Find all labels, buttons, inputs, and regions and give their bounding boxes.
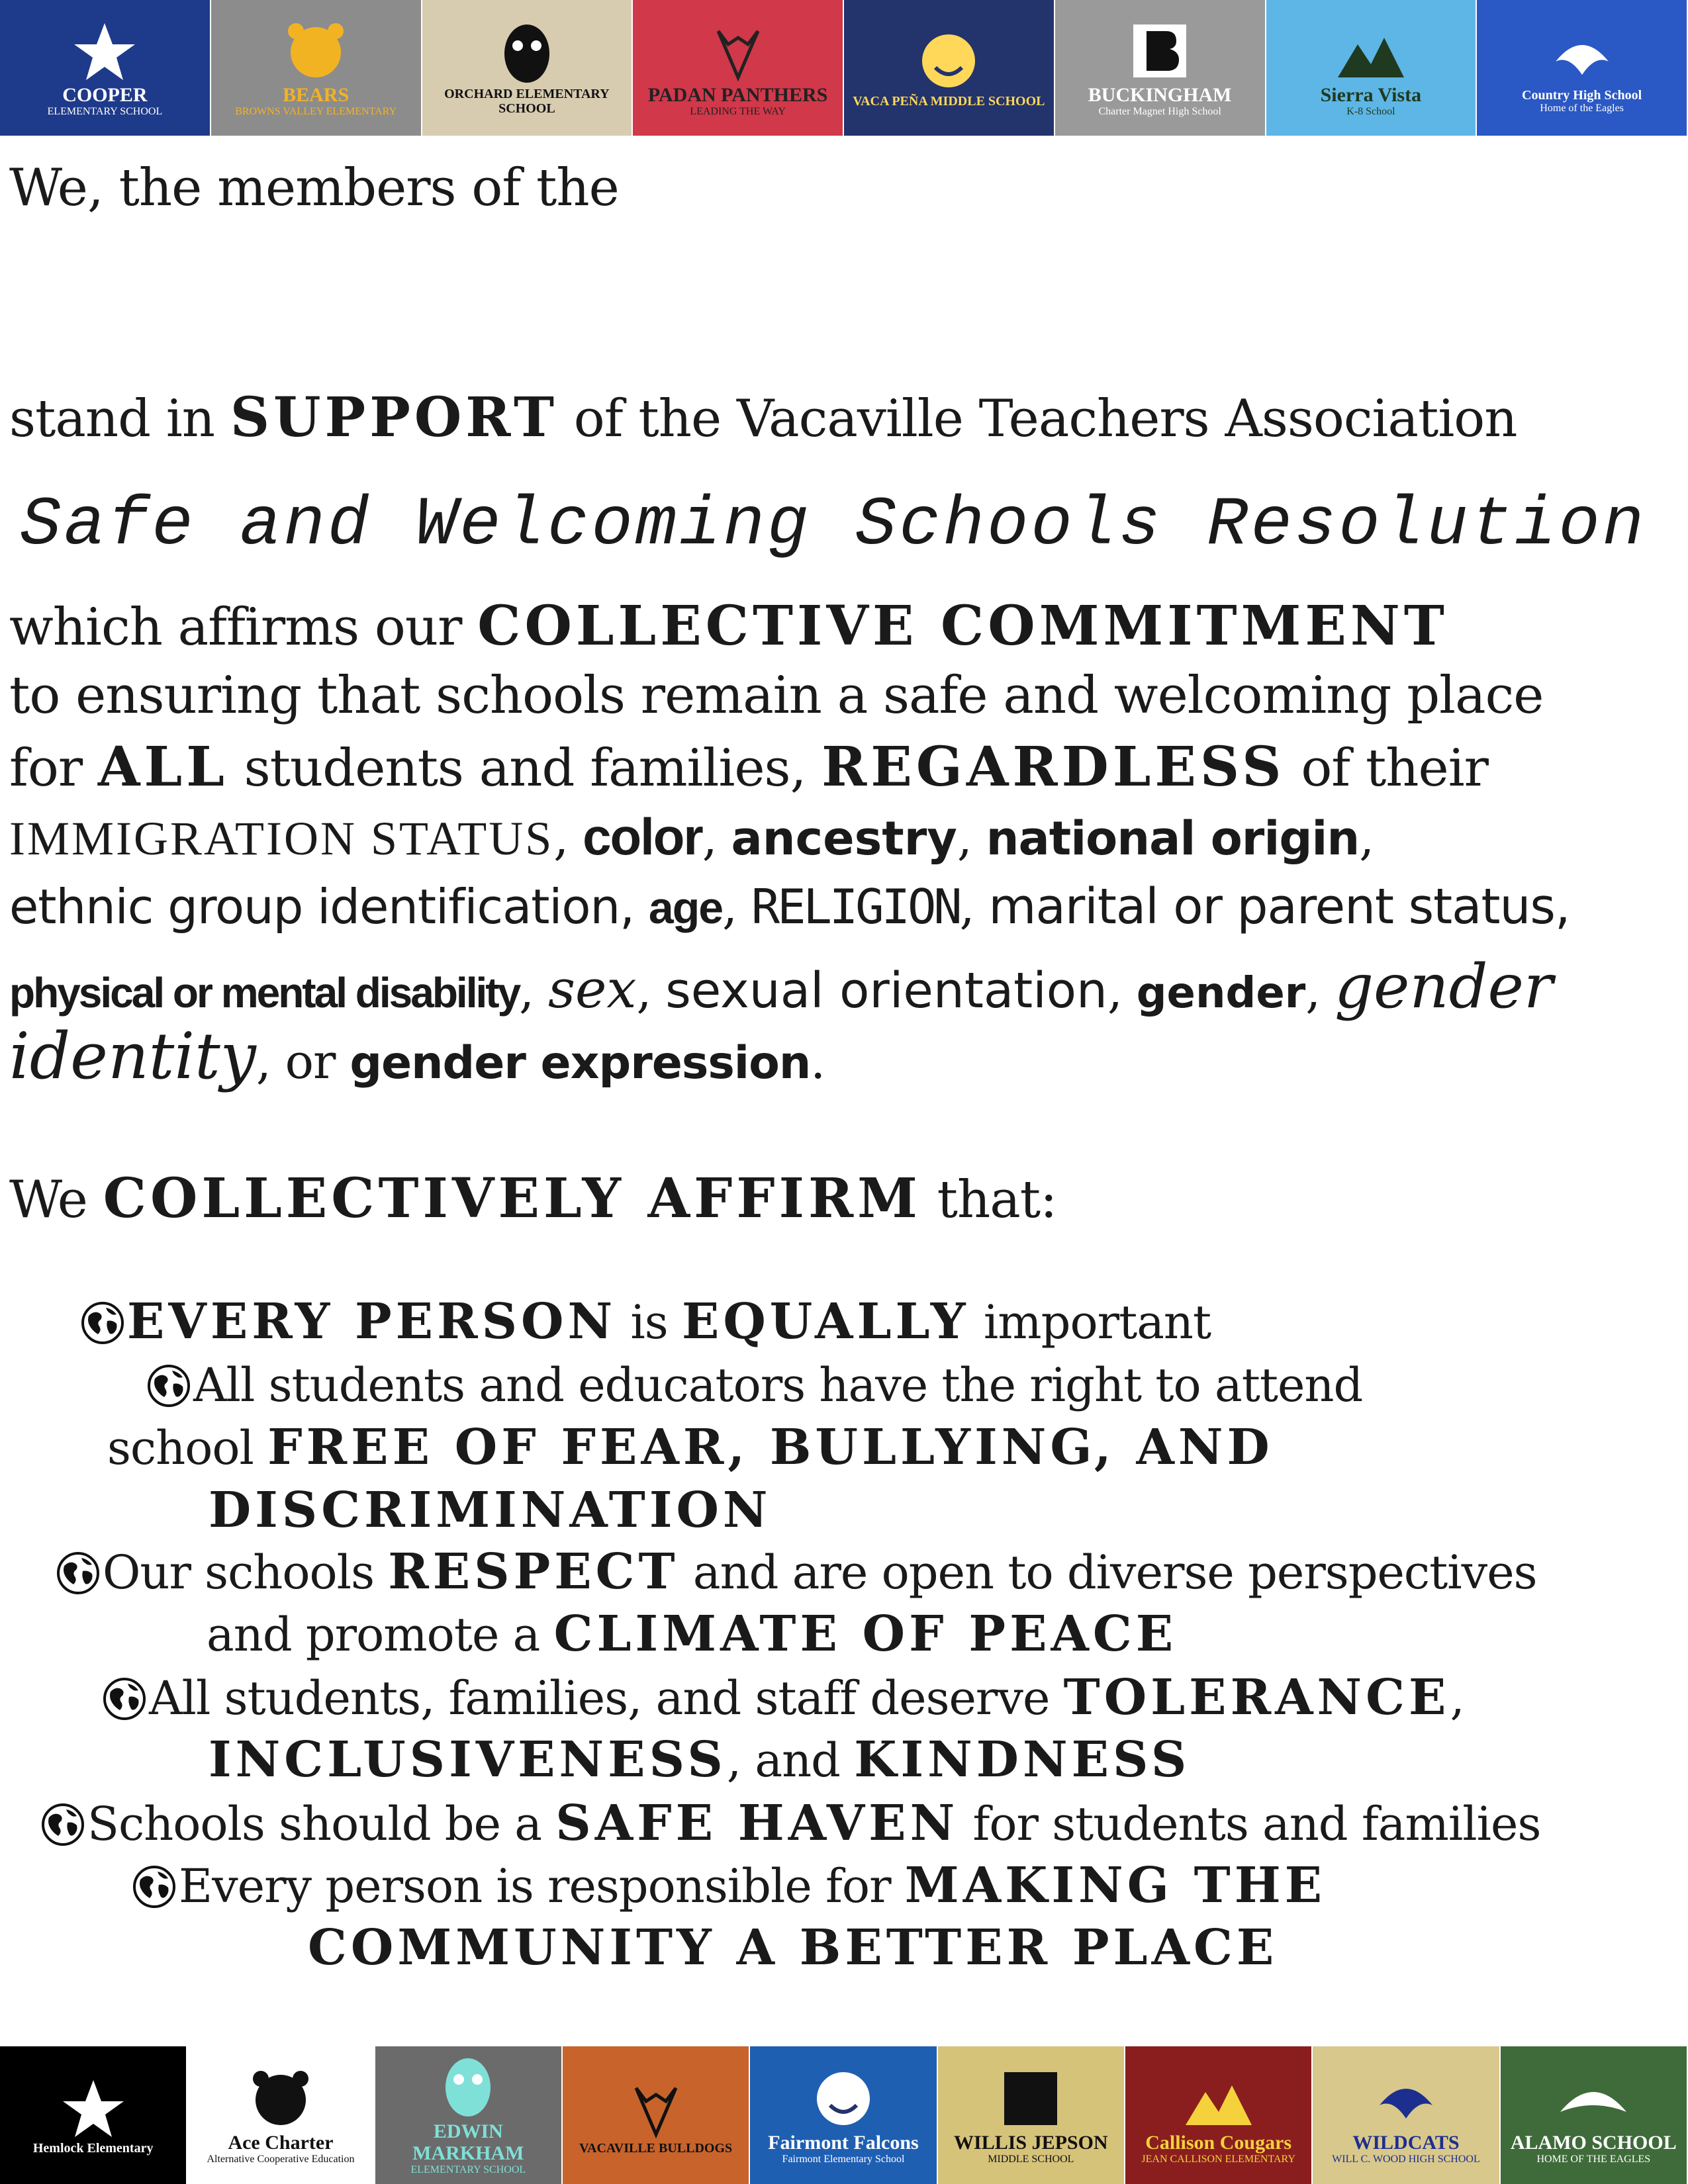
- regardless-word: REGARDLESS: [821, 735, 1286, 799]
- b4-pre: All students, families, and staff deserve: [149, 1671, 1064, 1725]
- top-logo-8: [1477, 0, 1688, 136]
- support-post: of the Vacaville Teachers Association: [558, 389, 1517, 449]
- school-subtitle: Fairmont Elementary School: [782, 2153, 905, 2165]
- all-word: ALL: [97, 735, 228, 799]
- affirm-line-5: [9, 878, 1570, 935]
- school-name: BUCKINGHAM: [1088, 84, 1232, 107]
- school-emblem-icon: [65, 18, 144, 84]
- affirm-l3-post: of their: [1285, 739, 1488, 798]
- globe-icon: [56, 1551, 100, 1602]
- support-pre: stand in: [9, 389, 230, 449]
- school-name: Ace Charter: [228, 2131, 334, 2154]
- b3-l2-pre: and promote a: [207, 1608, 554, 1662]
- b2-caps: FREE OF FEAR, BULLYING, AND: [267, 1419, 1274, 1476]
- school-subtitle: Home of the Eagles: [1540, 102, 1624, 114]
- school-subtitle: BROWNS VALLEY ELEMENTARY: [235, 106, 397, 118]
- respect-word: RESPECT: [388, 1543, 679, 1600]
- climate-of-peace: CLIMATE OF PEACE: [553, 1606, 1178, 1662]
- comma: ,: [636, 963, 666, 1019]
- b2-line1: All students and educators have the right to attend: [193, 1358, 1363, 1412]
- affirm-line-7: [9, 1019, 825, 1093]
- school-emblem-icon: [1179, 2066, 1258, 2132]
- bullet-6: [132, 1857, 1327, 1916]
- school-emblem-icon: [616, 2075, 696, 2141]
- school-emblem-icon: [54, 2075, 133, 2141]
- ethnic-group: ethnic group identification,: [9, 879, 649, 934]
- safe-haven: SAFE HAVEN: [555, 1795, 959, 1852]
- school-name: Hemlock Elementary: [32, 2141, 154, 2156]
- comma: ,: [959, 879, 989, 934]
- school-name: Country High School: [1522, 87, 1642, 103]
- b2-pre: school: [107, 1421, 268, 1475]
- bullet-5: [41, 1795, 1541, 1854]
- comma: ,: [1107, 963, 1137, 1019]
- affirm-l2: to ensuring that schools remain a safe and welcoming place: [9, 666, 1544, 725]
- school-name: ORCHARD ELEMENTARY SCHOOL: [444, 86, 610, 116]
- comma: ,: [1359, 810, 1374, 866]
- support-line: [9, 386, 1517, 449]
- b1-caps2: EQUALLY: [681, 1293, 970, 1350]
- school-name: PADAN PANTHERS: [647, 84, 828, 107]
- school-emblem-icon: [909, 28, 988, 94]
- gender-expression: gender expression: [350, 1037, 811, 1089]
- affirm-l3-pre: for: [9, 739, 98, 798]
- resolution-title: [20, 486, 1647, 565]
- top-logo-2: [211, 0, 422, 136]
- school-emblem-icon: [1542, 22, 1622, 88]
- bottom-logo-2: [187, 2046, 375, 2184]
- bullet-4: [103, 1669, 1464, 1728]
- community-better-place: COMMUNITY A BETTER PLACE: [308, 1919, 1278, 1976]
- school-emblem-icon: [276, 18, 355, 84]
- school-emblem-icon: [1554, 2066, 1633, 2132]
- intro-line: [9, 158, 619, 218]
- school-emblem-icon: [1366, 2066, 1446, 2132]
- sex-word: sex: [547, 958, 637, 1020]
- globe-icon: [147, 1364, 191, 1415]
- religion-word: RELIGION: [751, 879, 960, 934]
- intro-text: We, the members of the: [9, 158, 619, 218]
- kindness-word: KINDNESS: [854, 1731, 1191, 1788]
- gender-word: gender: [1136, 969, 1306, 1018]
- affirm-line-6: [9, 951, 1553, 1022]
- making-the: MAKING THE: [904, 1857, 1327, 1914]
- bullet-3: [56, 1543, 1537, 1602]
- school-name: Sierra Vista: [1320, 84, 1422, 107]
- school-name: Callison Cougars: [1145, 2131, 1292, 2154]
- age-word: age: [648, 883, 723, 933]
- school-emblem-icon: [991, 2066, 1070, 2132]
- school-emblem-icon: [698, 18, 778, 84]
- school-subtitle: WILL C. WOOD HIGH SCHOOL: [1332, 2153, 1480, 2165]
- discrimination: DISCRIMINATION: [209, 1482, 772, 1539]
- b3-post: and are open to diverse perspectives: [679, 1545, 1537, 1600]
- bottom-logo-9: [1501, 2046, 1688, 2184]
- b4-l2-mid: , and: [726, 1733, 855, 1788]
- top-logo-7: [1266, 0, 1477, 136]
- b1-post: important: [969, 1295, 1211, 1349]
- school-name: ALAMO SCHOOL: [1510, 2131, 1677, 2154]
- school-subtitle: MIDDLE SCHOOL: [988, 2153, 1074, 2165]
- comma: ,: [957, 810, 986, 866]
- disability-phrase: physical or mental disability: [9, 969, 520, 1017]
- school-name: VACA PEÑA MIDDLE SCHOOL: [853, 93, 1045, 109]
- bottom-logo-3: [375, 2046, 563, 2184]
- school-name: COOPER: [62, 84, 148, 107]
- gender-identity-part2: identity: [9, 1019, 256, 1093]
- bullet-2: [147, 1358, 1363, 1415]
- school-name: EDWIN MARKHAM: [412, 2120, 524, 2165]
- school-emblem-icon: [487, 21, 567, 87]
- bullet-4-line-2: [209, 1731, 1191, 1788]
- bottom-logo-8: [1313, 2046, 1500, 2184]
- b1-caps1: EVERY PERSON: [127, 1293, 617, 1350]
- globe-icon: [103, 1677, 146, 1728]
- school-name: Fairmont Falcons: [768, 2131, 919, 2154]
- top-logo-6: [1055, 0, 1266, 136]
- bottom-logo-1: [0, 2046, 187, 2184]
- b5-post: for students and families: [959, 1797, 1541, 1851]
- period: .: [810, 1034, 825, 1089]
- school-subtitle: HOME OF THE EAGLES: [1536, 2153, 1651, 2165]
- affirm-l1-pre: which affirms our: [9, 598, 478, 657]
- or-word: , or: [256, 1034, 350, 1089]
- bullet-1: [81, 1293, 1211, 1352]
- collectively-pre: We: [9, 1170, 103, 1230]
- bottom-logo-6: [938, 2046, 1125, 2184]
- top-logo-4: [633, 0, 844, 136]
- ancestry-word: ancestry: [731, 811, 957, 866]
- top-logo-strip: [0, 0, 1688, 136]
- school-subtitle: ELEMENTARY SCHOOL: [47, 106, 163, 118]
- school-subtitle: LEADING THE WAY: [690, 106, 786, 118]
- school-subtitle: JEAN CALLISON ELEMENTARY: [1141, 2153, 1295, 2165]
- affirm-line-2: [9, 666, 1544, 725]
- comma: ,: [553, 810, 583, 866]
- bottom-logo-strip: [0, 2046, 1688, 2184]
- top-logo-5: [844, 0, 1055, 136]
- sexual-orientation: sexual orientation: [665, 962, 1107, 1019]
- bullet-2-line-2: [107, 1419, 1274, 1476]
- b5-pre: Schools should be a: [87, 1797, 556, 1851]
- bullet-3-line-2: [207, 1606, 1178, 1662]
- school-emblem-icon: [1120, 18, 1199, 84]
- comma: ,: [1305, 963, 1335, 1019]
- affirm-l3-mid: students and families,: [228, 739, 822, 798]
- color-word: color: [583, 807, 702, 866]
- bottom-logo-4: [563, 2046, 750, 2184]
- bullet-6-line-2: [308, 1919, 1278, 1976]
- school-emblem-icon: [241, 2066, 320, 2132]
- school-subtitle: K-8 School: [1346, 106, 1395, 118]
- b6-pre: Every person is responsible for: [179, 1859, 905, 1913]
- tolerance-word: TOLERANCE: [1063, 1669, 1450, 1726]
- collective-commitment: COLLECTIVE COMMITMENT: [477, 594, 1448, 658]
- top-logo-1: [0, 0, 211, 136]
- school-name: WILLIS JEPSON: [954, 2131, 1108, 2154]
- inclusiveness-word: INCLUSIVENESS: [209, 1731, 727, 1788]
- globe-icon: [41, 1803, 85, 1854]
- collectively-post: that:: [921, 1170, 1057, 1230]
- school-subtitle: ELEMENTARY SCHOOL: [410, 2164, 526, 2176]
- globe-icon: [132, 1865, 176, 1916]
- immigration-status: IMMIGRATION STATUS: [9, 812, 554, 865]
- school-subtitle: Alternative Cooperative Education: [207, 2153, 355, 2165]
- b4-post: ,: [1450, 1671, 1464, 1725]
- comma: ,: [702, 810, 731, 866]
- b1-mid: is: [616, 1295, 682, 1349]
- top-logo-3: [422, 0, 633, 136]
- school-name: WILDCATS: [1352, 2131, 1460, 2154]
- school-emblem-icon: [804, 2066, 883, 2132]
- affirm-line-1: [9, 594, 1448, 658]
- b3-pre: Our schools: [103, 1545, 389, 1600]
- bottom-logo-5: [750, 2046, 937, 2184]
- bullet-2-line-3: [209, 1482, 772, 1539]
- gender-identity-part1: gender: [1335, 951, 1553, 1022]
- marital-status: marital or parent status,: [988, 878, 1570, 935]
- school-emblem-icon: [428, 2054, 508, 2120]
- globe-icon: [81, 1301, 124, 1352]
- school-emblem-icon: [1331, 18, 1411, 84]
- comma: ,: [722, 879, 751, 934]
- collectively-line: [9, 1167, 1057, 1230]
- school-name: VACAVILLE BULLDOGS: [579, 2141, 733, 2156]
- support-word: SUPPORT: [230, 386, 559, 449]
- affirm-line-4: [9, 807, 1374, 866]
- collectively-affirm: COLLECTIVELY AFFIRM: [103, 1167, 921, 1230]
- bottom-logo-7: [1125, 2046, 1313, 2184]
- school-name: BEARS: [283, 84, 350, 107]
- comma: ,: [519, 963, 548, 1019]
- national-origin: national origin: [986, 811, 1360, 866]
- affirm-line-3: [9, 735, 1488, 799]
- school-subtitle: Charter Magnet High School: [1098, 106, 1221, 118]
- resolution-title-text: Safe and Welcoming Schools Resolution: [20, 486, 1647, 565]
